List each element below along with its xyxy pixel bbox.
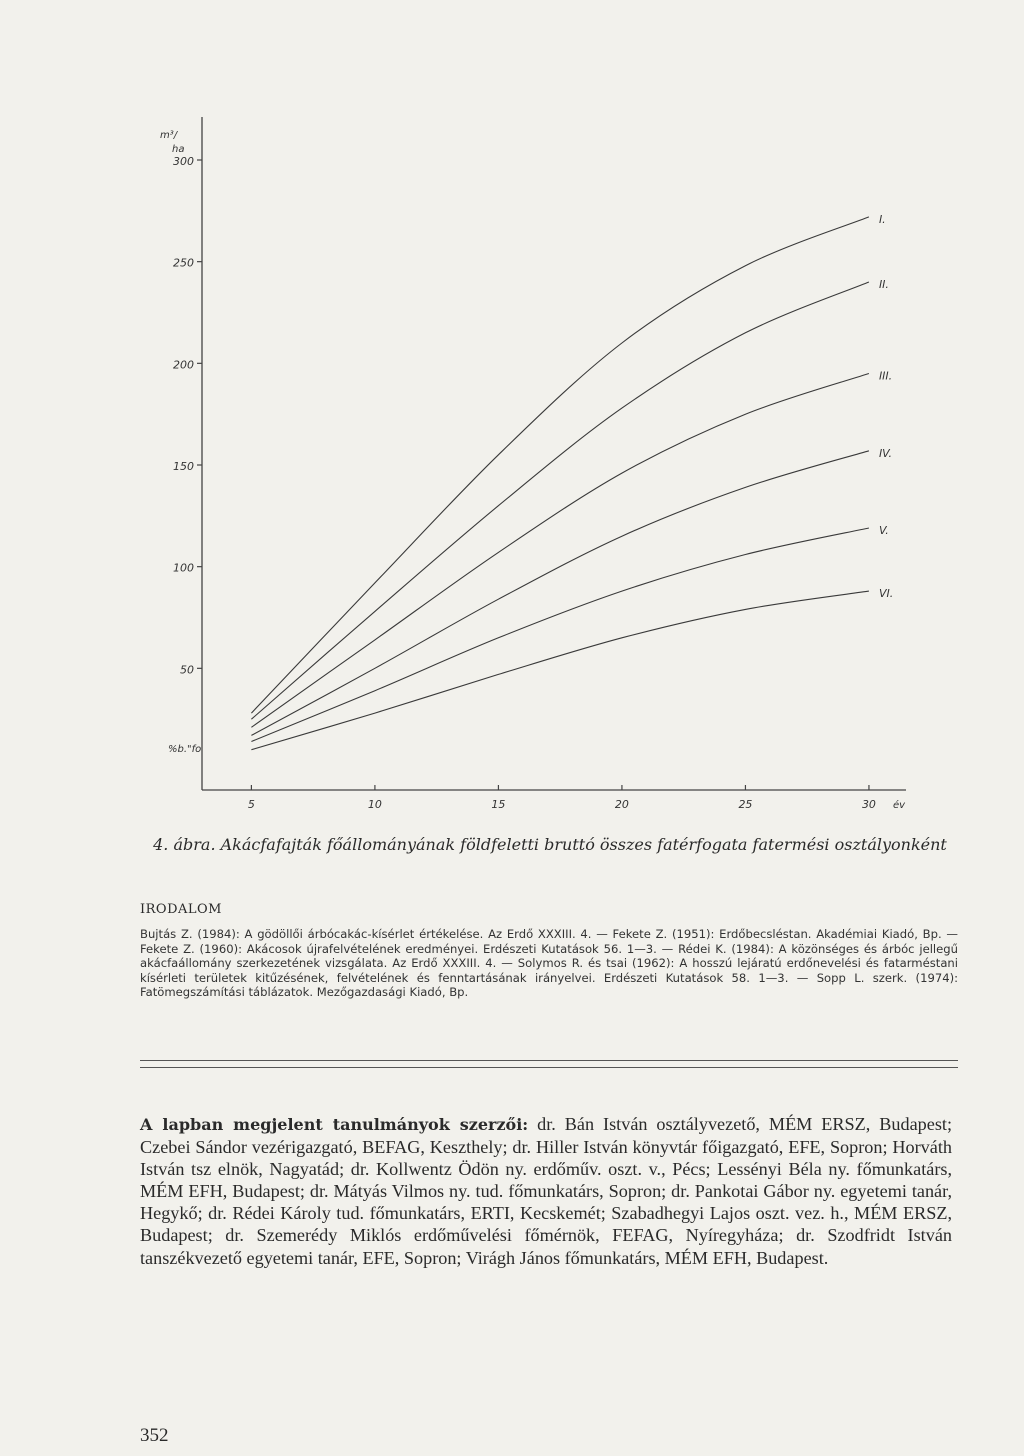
chart-axes bbox=[202, 117, 906, 790]
series-label: V. bbox=[878, 524, 889, 538]
x-tick-label: 30 bbox=[861, 798, 876, 811]
series-line bbox=[251, 528, 869, 742]
y-tick-label: 50 bbox=[180, 663, 194, 677]
authors-list: dr. Bán István osztályvezető, MÉM ERSZ, Budapest; Czebei Sándor vezérigazgató, BEFAG, Keszthely; dr. Hiller István könyvtár főigazgató, EFE, Sopron; Horváth István tsz elnök, Nagyatád; dr. Kollwentz Ödön ny. erdőműv. oszt. v., Pécs; Lessényi Béla ny. főmunkatárs, MÉM EFH, Budapest; dr. Mátyás Vilmos ny. tud. főmunkatárs, Sopron; dr. Pankotai Gábor ny. egyetemi tanár, Hegykő; dr. Rédei Károly tud. főmunkatárs, ERTI, Kecskemét; Szabadhegyi Lajos oszt. vez. h., MÉM ERSZ, Budapest; dr. Szemerédy Miklós erdőművelési főmérnök, FEFAG, Nyíregyháza; dr. Szodfridt István tanszékvezető egyetemi tanár, EFE, Sopron; Virágh János főmunkatárs, MÉM EFH, Budapest. bbox=[140, 1114, 953, 1268]
series-label: II. bbox=[878, 278, 889, 291]
x-tick-label: 10 bbox=[367, 798, 382, 811]
x-unit-label: év bbox=[893, 800, 906, 811]
chart-series bbox=[251, 217, 869, 750]
x-tick-label: 25 bbox=[738, 798, 753, 811]
references-heading: IRODALOM bbox=[140, 902, 222, 917]
chart-labels bbox=[160, 130, 906, 811]
y-tick-label: 200 bbox=[173, 358, 194, 372]
divider-rule bbox=[140, 1067, 958, 1068]
series-line bbox=[251, 374, 869, 728]
y-tick-label: 300 bbox=[173, 155, 194, 168]
x-tick-label: 15 bbox=[491, 798, 506, 811]
series-label: III. bbox=[878, 369, 893, 383]
series-line bbox=[251, 451, 869, 736]
figure-caption: 4. ábra. Akácfafajták főállományának földfeletti bruttó összes fatérfogata fatermési osztályonként bbox=[153, 835, 947, 854]
series-label: IV. bbox=[878, 446, 892, 460]
y-tick-label: 100 bbox=[173, 561, 194, 575]
series-label: I. bbox=[878, 212, 886, 226]
y-origin-label: %b."fo bbox=[168, 744, 202, 755]
y-tick-label: 150 bbox=[173, 460, 194, 473]
references-text: Bujtás Z. (1984): A gödöllői árbócakác-kísérlet értékelése. Az Erdő XXXIII. 4. — Fekete Z. (1951): Erdőbecsléstan. Akadémiai Kiadó, Bp. — Fekete Z. (1960): Akácosok újrafelvételének eredményei. Erdészeti Kutatások 56. 1—3. — Rédei K. (1984): A közönséges és árbóc jellegű akácfaállomány szerkezetének vizsgálata. Az Erdő XXXIII. 4. — Solymos R. és tsai (1962): A hosszú lejáratú erdőnevelési és fatarméstani kísérleti területek kitűzésének, felvételének és fenntartásának irányelvei. Erdészeti Kutatások 58. 1—3. — Sopp L. szerk. (1974): Fatömegszámítási táblázatok. Mezőgazdasági Kiadó, Bp. bbox=[140, 927, 958, 999]
x-tick-label: 5 bbox=[247, 798, 255, 811]
y-tick-label: 250 bbox=[173, 256, 194, 270]
x-tick-label: 20 bbox=[614, 798, 629, 811]
y-unit-label: m³/ bbox=[160, 130, 178, 141]
y-unit-label: ha bbox=[172, 144, 185, 155]
authors-paragraph bbox=[140, 1113, 952, 1269]
series-line bbox=[251, 282, 869, 719]
authors-lead: A lapban megjelent tanulmányok szerzői: bbox=[140, 1115, 529, 1134]
chart-ticks bbox=[173, 155, 876, 811]
page-number: 352 bbox=[140, 1425, 169, 1446]
series-label: VI. bbox=[878, 587, 894, 601]
divider-rule bbox=[140, 1060, 958, 1061]
